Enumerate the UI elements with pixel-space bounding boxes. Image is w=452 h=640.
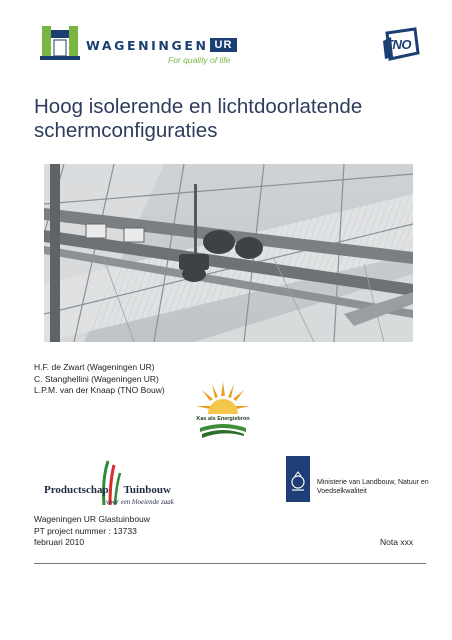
author-line: H.F. de Zwart (Wageningen UR) (34, 362, 155, 372)
wageningen-ur-logo (40, 22, 245, 64)
nota-number: Nota xxx (380, 537, 414, 547)
ministry-emblem-icon (286, 456, 310, 502)
sun-icon (194, 380, 252, 438)
wur-wordmark: WAGENINGEN (86, 37, 209, 53)
publication-date: februari 2010 (34, 537, 85, 547)
author-list (34, 362, 165, 397)
greenhouse-photo (44, 164, 413, 342)
wur-ur-box: UR (210, 38, 238, 52)
bottom-divider (34, 563, 426, 564)
author-line: L.P.M. van der Knaap (TNO Bouw) (34, 385, 165, 395)
publication-info (34, 514, 150, 549)
ministry-name-line-2: Voedselkwaliteit (317, 488, 367, 495)
ministerie-lnv-logo (286, 456, 446, 502)
title-line-2: schermconfiguraties (34, 119, 218, 142)
title-line-1: Hoog isolerende en lichtdoorlatende (34, 95, 363, 118)
document-title (34, 95, 424, 143)
tuinbouw-label: Tuinbouw (123, 484, 171, 496)
author-line: C. Stanghellini (Wageningen UR) (34, 373, 159, 384)
tno-text: TNO (385, 37, 411, 52)
ministry-name-line-1: Ministerie van Landbouw, Natuur en (317, 479, 429, 486)
kas-als-energiebron-logo (194, 380, 252, 438)
kas-logo-text: Kas als Energiebron (194, 416, 252, 423)
productschap-tuinbouw-logo (44, 459, 204, 507)
project-number: PT project nummer : 13733 (34, 525, 137, 536)
productschap-label: Productschap (44, 484, 109, 496)
wur-tagline: For quality of life (168, 55, 231, 65)
wur-emblem-icon (40, 22, 80, 62)
tno-logo (381, 27, 421, 61)
productschap-tagline: voor een bloeiende zaak (106, 498, 174, 506)
organisation: Wageningen UR Glastuinbouw (34, 514, 150, 524)
